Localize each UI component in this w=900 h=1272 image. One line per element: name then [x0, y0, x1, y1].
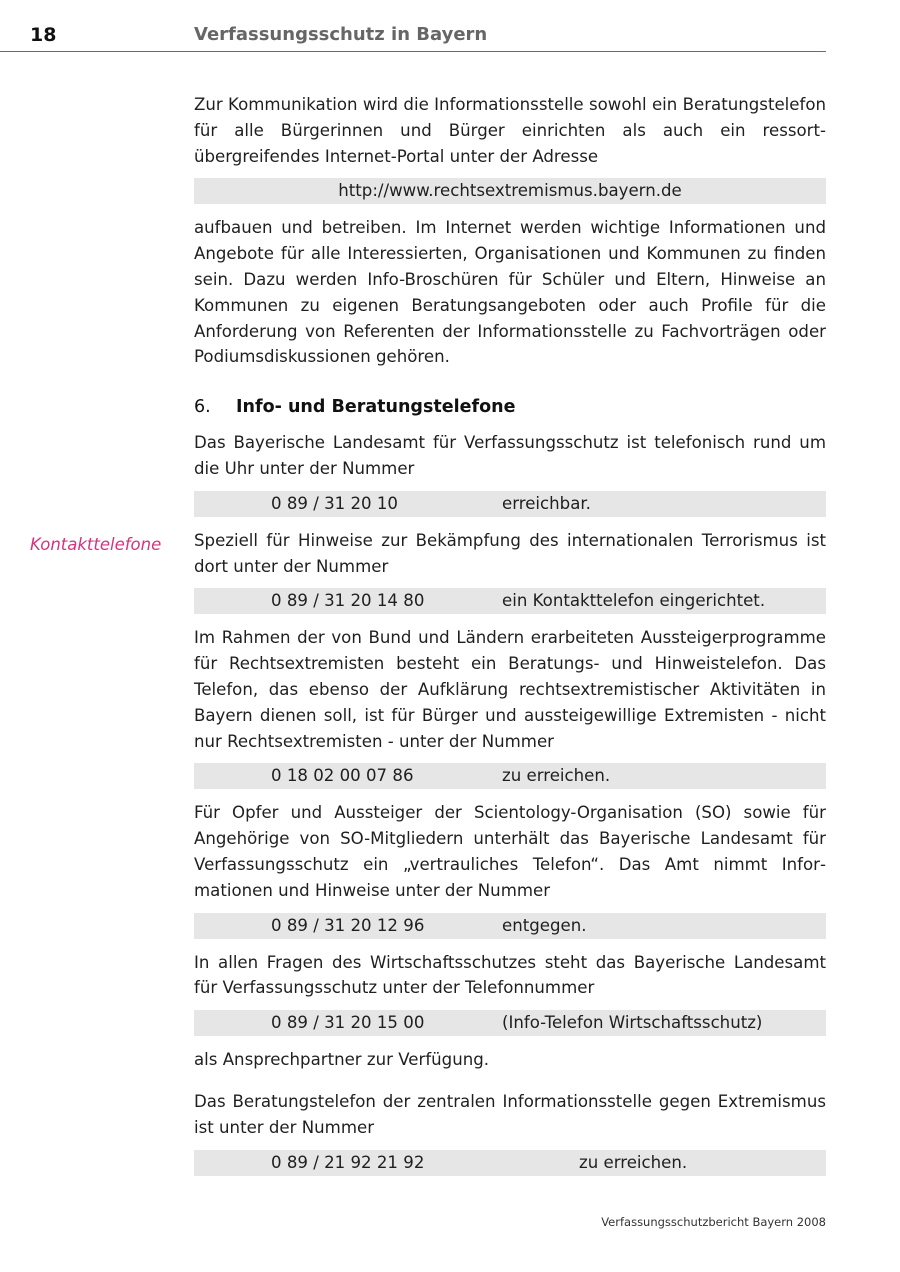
- paragraph: Für Opfer und Aussteiger der Scientology-Organisation (SO) sowie für Angehörige von SO-Mitgliedern unterhält das Bayerische Landesamt für Verfassungsschutz ein „vertrauliches Telefon“. Das Amt nimmt Informationen und Hinweise unter der Nummer: [194, 803, 826, 900]
- phone-number: 0 89 / 31 20 12 96: [271, 915, 425, 935]
- phone-number: 0 89 / 31 20 15 00: [271, 1013, 425, 1033]
- section-number: 6.: [194, 397, 211, 418]
- phone-bar: [194, 491, 826, 517]
- phone-bar: [194, 763, 826, 789]
- phone-bar: [194, 913, 826, 939]
- url-bar: [194, 178, 826, 204]
- portal-url[interactable]: http://www.rechtsextremismus.bayern.de: [338, 181, 682, 201]
- phone-text: erreichbar.: [502, 493, 591, 513]
- header-rule: [0, 51, 826, 52]
- phone-text: entgegen.: [502, 915, 587, 935]
- paragraph: Speziell für Hinweise zur Bekämpfung des internationalen Terrorismus ist dort unter der Nummer: [194, 530, 826, 576]
- phone-number: 0 18 02 00 07 86: [271, 766, 414, 786]
- phone-bar: [194, 588, 826, 614]
- section-heading: [194, 394, 826, 420]
- main-content: [194, 92, 826, 1187]
- phone-bar: [194, 1150, 826, 1176]
- phone-number: 0 89 / 31 20 14 80: [271, 591, 425, 611]
- phone-text: (Info-Telefon Wirtschaftsschutz): [502, 1013, 763, 1033]
- running-header-title: Verfassungsschutz in Bayern: [194, 24, 488, 45]
- phone-number: 0 89 / 31 20 10: [271, 493, 398, 513]
- paragraph: als Ansprechpartner zur Verfügung.: [194, 1050, 490, 1070]
- phone-bar: [194, 1010, 826, 1036]
- paragraph: aufbauen und betreiben. Im Internet werden wichtige Informationen und Angebote für alle Interessierten, Organisationen und Kommunen zu finden sein. Dazu werden Info-Broschüren für Schüler und Eltern, Hinweise an Kommunen zu eigenen Beratungsangeboten oder auch Profile für die Anforderung von Referenten der Informationsstelle zu Fachvorträgen oder Podiumsdiskussionen gehören.: [194, 218, 826, 367]
- paragraph: Das Bayerische Landesamt für Verfassungsschutz ist telefonisch rund um die Uhr unter der Nummer: [194, 433, 826, 478]
- paragraph: In allen Fragen des Wirtschaftsschutzes steht das Bayerische Landesamt für Verfassungsschutz unter der Telefonnummer: [194, 952, 826, 998]
- paragraph: Das Beratungstelefon der zentralen Informationsstelle gegen Extremismus ist unter der Nummer: [194, 1091, 826, 1137]
- phone-text: ein Kontakttelefon eingerichtet.: [502, 591, 766, 611]
- phone-text: zu erreichen.: [502, 766, 611, 786]
- margin-note: Kontakttelefone: [30, 535, 162, 554]
- page-number: 18: [30, 24, 57, 46]
- phone-number: 0 89 / 21 92 21 92: [271, 1152, 425, 1172]
- section-title: Info- und Beratungstelefone: [236, 397, 516, 418]
- phone-text: zu erreichen.: [579, 1152, 688, 1172]
- paragraph: Im Rahmen der von Bund und Ländern erarbeiteten Aussteigerprogramme für Rechtsextremisten besteht ein Beratungs- und Hinweistelefon. Das Telefon, das ebenso der Aufklärung rechtsextremistischer Aktivitäten in Bayern dienen soll, ist für Bürger und aussteigewillige Extremisten - nicht nur Rechtsextremisten - unter der Nummer: [194, 628, 826, 751]
- page-footer: Verfassungsschutzbericht Bayern 2008: [601, 1215, 826, 1229]
- paragraph: Zur Kommunikation wird die Informationsstelle sowohl ein Beratungstelefon für alle Bürgerinnen und Bürger einrichten als auch ein ressortübergreifendes Internet-Portal unter der Adresse: [194, 95, 826, 166]
